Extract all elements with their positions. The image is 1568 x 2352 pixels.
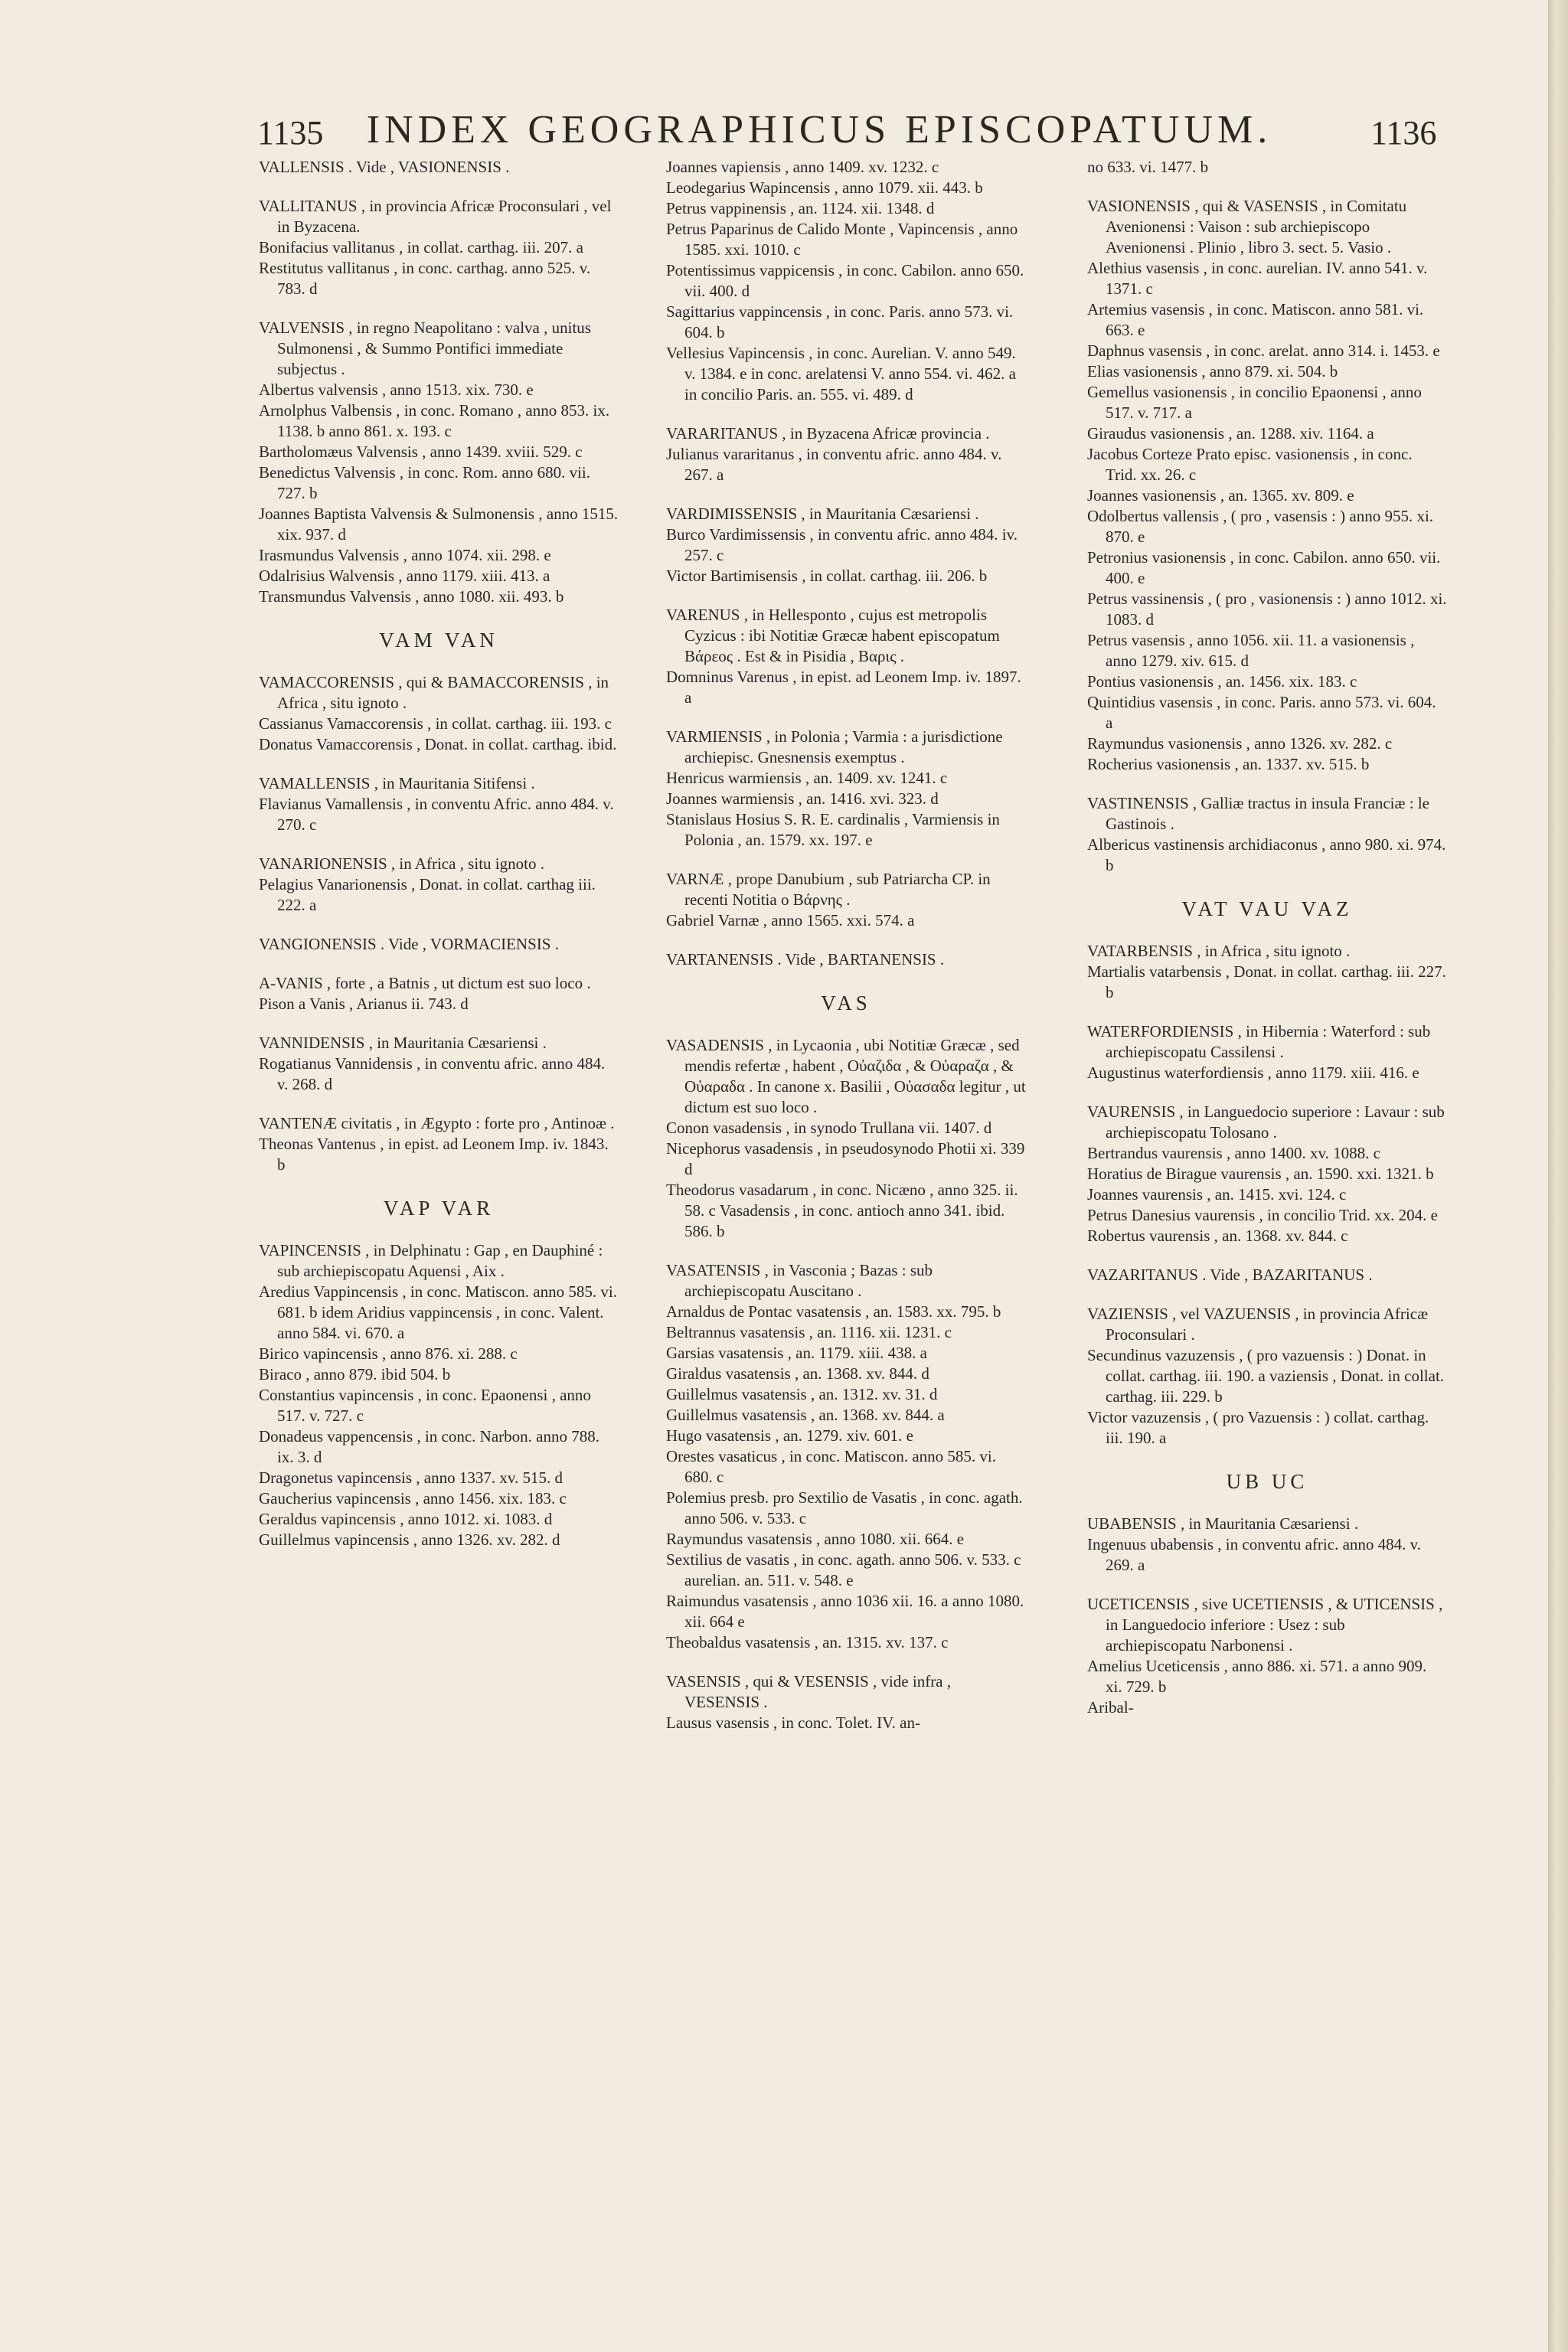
entry-citation: Potentissimus vappicensis , in conc. Cabilon. anno 650. vii. 400. d xyxy=(666,261,1024,300)
section-heading: VAP VAR xyxy=(383,1197,495,1220)
entry-headword: VASIONENSIS , qui & VASENSIS , in Comitatu Avenionensi : Vaison : sub archiepiscopo Avenionensi . Plinio , libro 3. sect. 5. Vasio . xyxy=(1087,197,1407,256)
entry-citation: Constantius vapincensis , in conc. Epaonensi , anno 517. v. 727. c xyxy=(259,1386,591,1425)
entry-citation: no 633. vi. 1477. b xyxy=(1087,158,1209,176)
entry-citation: Albericus vastinensis archidiaconus , anno 980. xi. 974. b xyxy=(1087,835,1446,874)
entry-citation: Theonas Vantenus , in epist. ad Leonem Imp. iv. 1843. b xyxy=(259,1135,609,1174)
entry-citation: Pison a Vanis , Arianus ii. 743. d xyxy=(259,995,469,1013)
entry-citation: Cassianus Vamaccorensis , in collat. carthag. iii. 193. c xyxy=(259,714,612,733)
entry-citation: Elias vasionensis , anno 879. xi. 504. b xyxy=(1087,362,1338,381)
entry-headword: VARMIENSIS , in Polonia ; Varmia : a jurisdictione archiepisc. Gnesnensis exemptus . xyxy=(666,727,1003,766)
entry-citation: Theobaldus vasatensis , an. 1315. xv. 137. c xyxy=(666,1633,949,1651)
entry-headword: UCETICENSIS , sive UCETIENSIS , & UTICENSIS , in Languedocio inferiore : Usez : sub archiepiscopatu Narbonensi . xyxy=(1087,1595,1443,1655)
entry-citation: Gaucherius vapincensis , anno 1456. xix. 183. c xyxy=(259,1489,567,1508)
entry-citation: Giraudus vasionensis , an. 1288. xiv. 1164. a xyxy=(1087,424,1374,443)
entry-headword: VANGIONENSIS . Vide , VORMACIENSIS . xyxy=(259,935,559,953)
entry-headword: VALLENSIS . Vide , VASIONENSIS . xyxy=(259,158,510,176)
entry-citation: Guillelmus vasatensis , an. 1368. xv. 844. a xyxy=(666,1406,945,1424)
index-entry xyxy=(1087,1304,1447,1449)
entry-citation: Nicephorus vasadensis , in pseudosynodo Photii xi. 339 d xyxy=(666,1139,1025,1178)
entry-citation: Julianus vararitanus , in conventu afric. anno 484. v. 267. a xyxy=(666,445,1002,484)
entry-citation: Theodorus vasadarum , in conc. Nicæno , anno 325. ii. 58. c Vasadensis , in conc. antioch anno 341. ibid. 586. b xyxy=(666,1181,1018,1240)
entry-citation: Hugo vasatensis , an. 1279. xiv. 601. e xyxy=(666,1426,913,1445)
entry-citation: Artemius vasensis , in conc. Matiscon. anno 581. vi. 663. e xyxy=(1087,300,1424,339)
entry-citation: Arnolphus Valbensis , in conc. Romano , anno 853. ix. 1138. b anno 861. x. 193. c xyxy=(259,401,610,440)
column-3 xyxy=(1087,157,1447,1736)
index-entry xyxy=(259,672,619,755)
entry-citation: Rocherius vasionensis , an. 1337. xv. 515. b xyxy=(1087,755,1370,773)
entry-citation: Horatius de Birague vaurensis , an. 1590. xxi. 1321. b xyxy=(1087,1165,1434,1183)
entry-headword: VALLITANUS , in provincia Africæ Proconsulari , vel in Byzacena. xyxy=(259,197,612,236)
index-entry xyxy=(259,934,619,955)
index-entry xyxy=(666,869,1026,931)
index-entry xyxy=(1087,941,1447,1003)
entry-citation: Bonifacius vallitanus , in collat. carthag. iii. 207. a xyxy=(259,238,583,256)
index-entry xyxy=(1087,157,1447,178)
entry-citation: Joannes vasionensis , an. 1365. xv. 809. e xyxy=(1087,486,1354,505)
entry-citation: Flavianus Vamallensis , in conventu Afric. anno 484. v. 270. c xyxy=(259,795,614,834)
index-entry xyxy=(259,773,619,835)
column-2 xyxy=(666,157,1026,1752)
entry-headword: VARTANENSIS . Vide , BARTANENSIS . xyxy=(666,950,945,969)
entry-citation: Benedictus Valvensis , in conc. Rom. anno 680. vii. 727. b xyxy=(259,463,590,502)
entry-citation: Petronius vasionensis , in conc. Cabilon. anno 650. vii. 400. e xyxy=(1087,548,1441,587)
entry-headword: VAPINCENSIS , in Delphinatu : Gap , en Dauphiné : sub archiepiscopatu Aquensi , Aix . xyxy=(259,1241,603,1280)
entry-citation: Lausus vasensis , in conc. Tolet. IV. an- xyxy=(666,1713,920,1732)
entry-citation: Bertrandus vaurensis , anno 1400. xv. 1088. c xyxy=(1087,1144,1380,1162)
section-heading: VAM VAN xyxy=(379,629,498,652)
entry-citation: Robertus vaurensis , an. 1368. xv. 844. c xyxy=(1087,1227,1348,1245)
entry-citation: Martialis vatarbensis , Donat. in collat. carthag. iii. 227. b xyxy=(1087,962,1446,1001)
entry-citation: Gemellus vasionensis , in concilio Epaonensi , anno 517. v. 717. a xyxy=(1087,383,1422,422)
entry-headword: UBABENSIS , in Mauritania Cæsariensi . xyxy=(1087,1514,1359,1533)
page-number-right: 1136 xyxy=(1370,114,1437,152)
entry-citation: Joannes warmiensis , an. 1416. xvi. 323. d xyxy=(666,789,939,808)
index-entry xyxy=(666,949,1026,970)
entry-citation: Birico vapincensis , anno 876. xi. 288. c xyxy=(259,1344,518,1363)
entry-headword: VAMACCORENSIS , qui & BAMACCORENSIS , in Africa , situ ignoto . xyxy=(259,673,609,712)
index-entry xyxy=(259,854,619,916)
entry-citation: Stanislaus Hosius S. R. E. cardinalis , Varmiensis in Polonia , an. 1579. xx. 197. e xyxy=(666,810,1000,849)
entry-citation: Rogatianus Vannidensis , in conventu afric. anno 484. v. 268. d xyxy=(259,1054,606,1093)
index-entry xyxy=(1087,196,1447,775)
entry-citation: Orestes vasaticus , in conc. Matiscon. anno 585. vi. 680. c xyxy=(666,1447,996,1486)
page-edge xyxy=(1548,0,1568,2352)
entry-citation: Raymundus vasatensis , anno 1080. xii. 664. e xyxy=(666,1530,965,1548)
entry-citation: Donadeus vappencensis , in conc. Narbon. anno 788. ix. 3. d xyxy=(259,1427,599,1466)
entry-citation: Bartholomæus Valvensis , anno 1439. xviii. 529. c xyxy=(259,443,583,461)
entry-citation: Donatus Vamaccorensis , Donat. in collat. carthag. ibid. xyxy=(259,735,617,753)
entry-headword: VARDIMISSENSIS , in Mauritania Cæsariensi . xyxy=(666,505,979,523)
entry-headword: VAMALLENSIS , in Mauritania Sitifensi . xyxy=(259,774,535,792)
entry-citation: Arnaldus de Pontac vasatensis , an. 1583. xx. 795. b xyxy=(666,1302,1001,1321)
entry-citation: Ingenuus ubabensis , in conventu afric. anno 484. v. 269. a xyxy=(1087,1535,1422,1574)
entry-headword: VANARIONENSIS , in Africa , situ ignoto . xyxy=(259,854,544,873)
index-entry xyxy=(666,157,1026,405)
entry-citation: Pontius vasionensis , an. 1456. xix. 183. c xyxy=(1087,672,1357,691)
entry-citation: Aredius Vappincensis , in conc. Matiscon. anno 585. vi. 681. b idem Aridius vappincensis , in conc. Valent. anno 584. vi. 670. a xyxy=(259,1282,617,1342)
entry-headword: VANNIDENSIS , in Mauritania Cæsariensi . xyxy=(259,1034,547,1052)
index-entry xyxy=(259,1113,619,1175)
entry-headword: VASENSIS , qui & VESENSIS , vide infra , VESENSIS . xyxy=(666,1672,952,1711)
entry-citation: Irasmundus Valvensis , anno 1074. xii. 298. e xyxy=(259,546,551,564)
index-entry xyxy=(259,196,619,299)
index-entry xyxy=(666,423,1026,485)
entry-citation: Aribal- xyxy=(1087,1698,1134,1717)
entry-citation: Sextilius de vasatis , in conc. agath. anno 506. v. 533. c aurelian. an. 511. v. 548. e xyxy=(666,1550,1021,1589)
entry-headword: VAZARITANUS . Vide , BAZARITANUS . xyxy=(1087,1266,1373,1284)
page-number-left: 1135 xyxy=(257,114,324,152)
entry-headword: A-VANIS , forte , a Batnis , ut dictum est suo loco . xyxy=(259,974,591,992)
entry-citation: Transmundus Valvensis , anno 1080. xii. 493. b xyxy=(259,587,564,606)
index-entry xyxy=(666,727,1026,851)
entry-citation: Petrus vappinensis , an. 1124. xii. 1348. d xyxy=(666,199,935,217)
entry-citation: Dragonetus vapincensis , anno 1337. xv. 515. d xyxy=(259,1468,563,1487)
entry-citation: Giraldus vasatensis , an. 1368. xv. 844. d xyxy=(666,1364,929,1383)
index-entry xyxy=(666,1035,1026,1242)
index-entry xyxy=(1087,1265,1447,1285)
entry-citation: Restitutus vallitanus , in conc. carthag. anno 525. v. 783. d xyxy=(259,259,591,298)
entry-citation: Daphnus vasensis , in conc. arelat. anno 314. i. 1453. e xyxy=(1087,341,1440,360)
entry-citation: Raymundus vasionensis , anno 1326. xv. 282. c xyxy=(1087,734,1393,753)
entry-citation: Leodegarius Wapincensis , anno 1079. xii. 443. b xyxy=(666,178,983,197)
section-heading: VAT VAU VAZ xyxy=(1181,897,1353,920)
index-entry xyxy=(666,605,1026,708)
entry-citation: Burco Vardimissensis , in conventu afric. anno 484. iv. 257. c xyxy=(666,525,1018,564)
entry-citation: Henricus warmiensis , an. 1409. xv. 1241. c xyxy=(666,769,948,787)
index-entry xyxy=(259,1033,619,1095)
index-entry xyxy=(1087,1514,1447,1576)
index-entry xyxy=(666,1260,1026,1653)
page-title: INDEX GEOGRAPHICUS EPISCOPATUUM. xyxy=(366,108,1272,152)
entry-headword: VARARITANUS , in Byzacena Africæ provincia . xyxy=(666,424,990,443)
entry-headword: VARENUS , in Hellesponto , cujus est metropolis Cyzicus : ibi Notitiæ Græcæ habent episcopatum Βάρεος . Est & in Pisidia , Βαρις . xyxy=(666,606,1000,665)
entry-citation: Biraco , anno 879. ibid 504. b xyxy=(259,1365,451,1383)
entry-headword: VAZIENSIS , vel VAZUENSIS , in provincia Africæ Proconsulari . xyxy=(1087,1305,1429,1344)
entry-citation: Alethius vasensis , in conc. aurelian. IV. anno 541. v. 1371. c xyxy=(1087,259,1428,298)
entry-citation: Augustinus waterfordiensis , anno 1179. xiii. 416. e xyxy=(1087,1063,1419,1082)
entry-headword: VANTENÆ civitatis , in Ægypto : forte pro , Antinoæ . xyxy=(259,1114,615,1132)
entry-headword: VASADENSIS , in Lycaonia , ubi Notitiæ Græcæ , sed mendis refertæ , habent , Οὐαζιδα , & Οὐαραζα , & Οὐαραδα . In canone x. Basilii , Οὐασαδα legitur , ut dictum est suo loco . xyxy=(666,1036,1026,1116)
entry-headword: VALVENSIS , in regno Neapolitano : valva , unitus Sulmonensi , & Summo Pontifici immediate subjectus . xyxy=(259,318,591,378)
entry-citation: Geraldus vapincensis , anno 1012. xi. 1083. d xyxy=(259,1510,553,1528)
entry-citation: Beltrannus vasatensis , an. 1116. xii. 1231. c xyxy=(666,1323,952,1341)
entry-headword: VASATENSIS , in Vasconia ; Bazas : sub archiepiscopatu Auscitano . xyxy=(666,1261,933,1300)
entry-citation: Polemius presb. pro Sextilio de Vasatis , in conc. agath. anno 506. v. 533. c xyxy=(666,1488,1023,1527)
section-heading: UB UC xyxy=(1226,1470,1308,1493)
entry-citation: Vellesius Vapincensis , in conc. Aurelian. V. anno 549. v. 1384. e in conc. arelatensi V. anno 554. vi. 462. a in concilio Paris. an. 555. vi. 489. d xyxy=(666,344,1016,403)
entry-citation: Pelagius Vanarionensis , Donat. in collat. carthag iii. 222. a xyxy=(259,875,596,914)
index-entry xyxy=(259,1240,619,1550)
entry-citation: Petrus Danesius vaurensis , in concilio Trid. xx. 204. e xyxy=(1087,1206,1438,1224)
entry-citation: Amelius Uceticensis , anno 886. xi. 571. a anno 909. xi. 729. b xyxy=(1087,1657,1427,1696)
entry-headword: VARNÆ , prope Danubium , sub Patriarcha CP. in recenti Notitia ο Βάρνης . xyxy=(666,870,991,909)
section-heading: VAS xyxy=(821,991,871,1014)
entry-citation: Petrus vassinensis , ( pro , vasionensis : ) anno 1012. xi. 1083. d xyxy=(1087,590,1447,629)
entry-headword: VAURENSIS , in Languedocio superiore : Lavaur : sub archiepiscopatu Tolosano . xyxy=(1087,1102,1445,1142)
entry-citation: Raimundus vasatensis , anno 1036 xii. 16. a anno 1080. xii. 664 e xyxy=(666,1592,1024,1631)
index-entry xyxy=(666,1671,1026,1733)
entry-citation: Joannes vapiensis , anno 1409. xv. 1232. c xyxy=(666,158,939,176)
entry-citation: Odolbertus vallensis , ( pro , vasensis : ) anno 955. xi. 870. e xyxy=(1087,507,1434,546)
entry-citation: Garsias vasatensis , an. 1179. xiii. 438. a xyxy=(666,1344,927,1362)
index-entry xyxy=(1087,1021,1447,1083)
entry-citation: Petrus vasensis , anno 1056. xii. 11. a vasionensis , anno 1279. xiv. 615. d xyxy=(1087,631,1415,670)
index-entry xyxy=(259,318,619,607)
entry-citation: Guillelmus vapincensis , anno 1326. xv. 282. d xyxy=(259,1530,560,1549)
entry-citation: Secundinus vazuzensis , ( pro vazuensis : ) Donat. in collat. carthag. iii. 190. a vaziensis , Donat. in collat. carthag. iii. 229. b xyxy=(1087,1346,1445,1406)
index-entry xyxy=(1087,1594,1447,1718)
entry-citation: Odalrisius Walvensis , anno 1179. xiii. 413. a xyxy=(259,567,550,585)
entry-citation: Conon vasadensis , in synodo Trullana vii. 1407. d xyxy=(666,1119,992,1137)
index-entry xyxy=(1087,793,1447,876)
entry-citation: Sagittarius vappincensis , in conc. Paris. anno 573. vi. 604. b xyxy=(666,302,1014,341)
page-header xyxy=(260,107,1378,153)
entry-citation: Victor vazuzensis , ( pro Vazuensis : ) collat. carthag. iii. 190. a xyxy=(1087,1408,1429,1447)
entry-citation: Joannes vaurensis , an. 1415. xvi. 124. c xyxy=(1087,1185,1347,1204)
entry-citation: Petrus Paparinus de Calido Monte , Vapincensis , anno 1585. xxi. 1010. c xyxy=(666,220,1018,259)
entry-citation: Domninus Varenus , in epist. ad Leonem Imp. iv. 1897. a xyxy=(666,668,1021,707)
entry-headword: VATARBENSIS , in Africa , situ ignoto . xyxy=(1087,942,1351,960)
entry-citation: Guillelmus vasatensis , an. 1312. xv. 31. d xyxy=(666,1385,938,1403)
entry-headword: WATERFORDIENSIS , in Hibernia : Waterford : sub archiepiscopatu Cassilensi . xyxy=(1087,1022,1431,1061)
entry-headword: VASTINENSIS , Galliæ tractus in insula Franciæ : le Gastinois . xyxy=(1087,794,1429,833)
entry-citation: Victor Bartimisensis , in collat. carthag. iii. 206. b xyxy=(666,567,988,585)
entry-citation: Jacobus Corteze Prato episc. vasionensis , in conc. Trid. xx. 26. c xyxy=(1087,445,1413,484)
column-1 xyxy=(259,157,619,1569)
index-entry xyxy=(259,157,619,178)
index-entry xyxy=(666,504,1026,586)
entry-citation: Joannes Baptista Valvensis & Sulmonensis , anno 1515. xix. 937. d xyxy=(259,505,619,544)
entry-citation: Quintidius vasensis , in conc. Paris. anno 573. vi. 604. a xyxy=(1087,693,1436,732)
entry-citation: Albertus valvensis , anno 1513. xix. 730. e xyxy=(259,381,534,399)
index-entry xyxy=(1087,1102,1447,1246)
entry-citation: Gabriel Varnæ , anno 1565. xxi. 574. a xyxy=(666,911,915,929)
index-entry xyxy=(259,973,619,1014)
